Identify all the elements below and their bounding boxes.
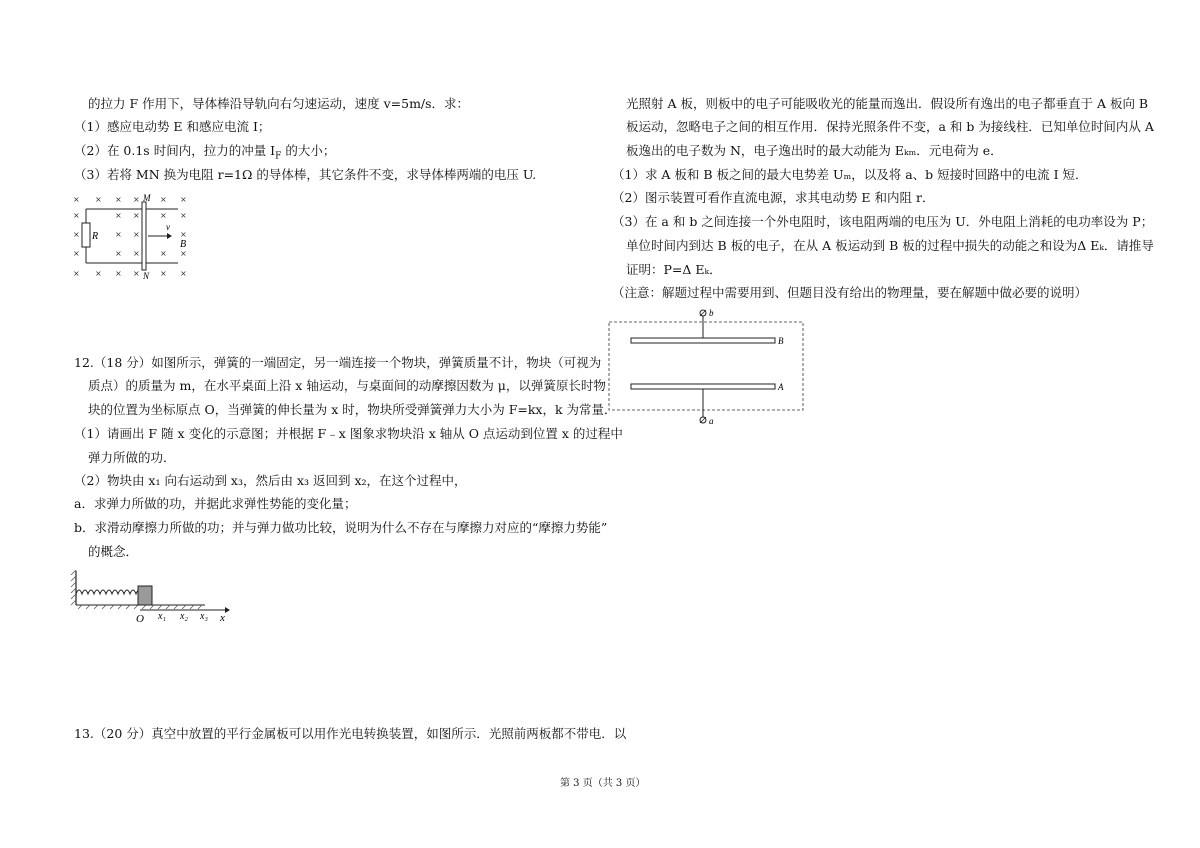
plate-b-label: B	[778, 336, 784, 346]
terminal-b-label: b	[709, 308, 714, 318]
b-field-cross: ×	[73, 195, 80, 204]
field-label-b: B	[180, 239, 187, 250]
b-field-cross: ×	[133, 195, 140, 204]
b-field-cross: ×	[180, 269, 187, 278]
figure-spring-block	[70, 565, 240, 625]
q12-line-1: 12.（18 分）如图所示，弹簧的一端固定，另一端连接一个物块，弹簧质量不计，物块（可视为	[74, 355, 602, 370]
b-field-cross: ×	[115, 269, 122, 278]
q12-line-2: 质点）的质量为 m，在水平桌面上沿 x 轴运动，与桌面间的动摩擦因数为 μ，以弹簧原长时物	[88, 378, 606, 393]
b-field-cross: ×	[115, 249, 122, 258]
q13-part-3: （3）在 a 和 b 之间连接一个外电阻时，该电阻两端的电压为 U．外电阻上消耗的电功率设为 P；	[612, 214, 1154, 229]
plate-a	[631, 384, 775, 389]
q11-part-2-b: 的大小；	[281, 143, 336, 158]
b-field-cross: ×	[115, 195, 122, 204]
b-field-cross: ×	[160, 195, 167, 204]
q12-line-6: （2）物块由 x₁ 向右运动到 x₃，然后由 x₃ 返回到 x₂，在这个过程中，	[74, 473, 467, 488]
b-field-cross: ×	[73, 230, 80, 239]
plate-a-label: A	[778, 382, 784, 392]
resistor	[82, 223, 90, 247]
b-field-cross: ×	[160, 249, 167, 258]
q13-part-3c: 证明：P=Δ Eₖ．	[626, 262, 722, 277]
x3-label: x₃	[200, 611, 208, 622]
q11-part-3: （3）若将 MN 换为电阻 r=1Ω 的导体棒，其它条件不变，求导体棒两端的电压 U.	[74, 167, 537, 182]
rod-label-n: N	[143, 271, 150, 280]
q13-part-2: （2）图示装置可看作直流电源，求其电动势 E 和内阻 r．	[612, 190, 935, 205]
q11-part-2-sub: F	[275, 151, 282, 162]
resistor-label: R	[92, 231, 99, 242]
q13-part-1: （1）求 A 板和 B 板之间的最大电势差 Uₘ，以及将 a、b 短接时回路中的电流 I 短．	[612, 167, 1088, 182]
figure-parallel-plates	[605, 305, 810, 430]
b-field-cross: ×	[180, 195, 187, 204]
b-field-cross: ×	[133, 269, 140, 278]
b-field-cross: ×	[115, 211, 122, 220]
b-field-cross: ×	[180, 230, 187, 239]
x2-label: x₂	[180, 611, 188, 622]
q13-part-3b: 单位时间内到达 B 板的电子，在从 A 板运动到 B 板的过程中损失的动能之和设为Δ Eₖ．请推导	[626, 238, 1154, 253]
b-field-cross: ×	[73, 249, 80, 258]
spring	[76, 590, 142, 594]
q13-line-3: 板运动，忽略电子之间的相互作用．保持光照条件不变，a 和 b 为接线柱．已知单位时间内从 A	[626, 119, 1154, 134]
b-field-cross: ×	[73, 269, 80, 278]
q11-part-2	[74, 143, 335, 165]
q11-part-1: （1）感应电动势 E 和感应电流 I；	[74, 119, 271, 134]
conductor-rod	[142, 202, 146, 270]
rod-label-m: M	[143, 193, 151, 203]
origin-label: O	[136, 613, 144, 625]
b-field-cross: ×	[73, 211, 80, 220]
b-field-cross: ×	[133, 230, 140, 239]
wall-hatch	[71, 570, 76, 605]
terminal-a-label: a	[709, 416, 714, 426]
b-field-cross: ×	[180, 249, 187, 258]
figure-parallel-plates-svg	[605, 305, 810, 430]
b-field-cross: ×	[160, 269, 167, 278]
figure-rails-rod-svg	[70, 190, 195, 280]
x-axis-label: x	[220, 612, 225, 624]
b-field-cross: ×	[95, 269, 102, 278]
b-field-cross: ×	[115, 230, 122, 239]
q13-line-4: 板逸出的电子数为 N，电子逸出时的最大动能为 Eₖₘ．元电荷为 e．	[626, 143, 1003, 158]
velocity-label: v	[166, 222, 170, 232]
x1-label: x₁	[158, 611, 166, 622]
b-field-cross: ×	[133, 249, 140, 258]
b-field-cross: ×	[180, 211, 187, 220]
b-field-cross: ×	[95, 195, 102, 204]
q12-line-9: 的概念．	[88, 544, 139, 559]
b-field-cross: ×	[160, 211, 167, 220]
q13-line-2: 光照射 A 板，则板中的电子可能吸收光的能量而逸出．假设所有逸出的电子都垂直于 A 板向 B	[626, 96, 1149, 111]
q12-line-5: 弹力所做的功．	[88, 450, 176, 465]
x-axis-arrowhead	[225, 607, 230, 613]
velocity-arrowhead	[167, 233, 172, 239]
floor-hatch	[78, 605, 202, 609]
plate-b	[631, 338, 775, 343]
q13-note: （注意：解题过程中需要用到、但题目没有给出的物理量，要在解题中做必要的说明）	[612, 285, 1088, 300]
b-field-cross: ×	[133, 211, 140, 220]
q11-line-1: 的拉力 F 作用下，导体棒沿导轨向右匀速运动，速度 v=5m/s．求：	[88, 96, 470, 111]
q12-line-7: a．求弹力所做的功，并据此求弹性势能的变化量；	[74, 496, 357, 511]
q13-line-1: 13.（20 分）真空中放置的平行金属板可以用作光电转换装置，如图所示．光照前两板都不带电．以	[74, 726, 627, 741]
vacuum-enclosure	[609, 322, 803, 410]
q12-line-3: 块的位置为坐标原点 O，当弹簧的伸长量为 x 时，物块所受弹簧弹力大小为 F=kx，k 为常量．	[88, 402, 617, 417]
block	[138, 586, 152, 605]
q12-line-8: b．求滑动摩擦力所做的功；并与弹力做功比较，说明为什么不存在与摩擦力对应的“摩擦力势能”	[74, 520, 608, 535]
q11-part-2-a: （2）在 0.1s 时间内，拉力的冲量 I	[74, 143, 276, 158]
page-footer: 第 3 页（共 3 页）	[560, 778, 646, 789]
figure-rails-rod	[70, 190, 195, 280]
q12-line-4: （1）请画出 F 随 x 变化的示意图；并根据 F﹣x 图象求物块沿 x 轴从 O 点运动到位置 x 的过程中	[74, 426, 623, 441]
figure-spring-block-svg	[70, 565, 240, 625]
